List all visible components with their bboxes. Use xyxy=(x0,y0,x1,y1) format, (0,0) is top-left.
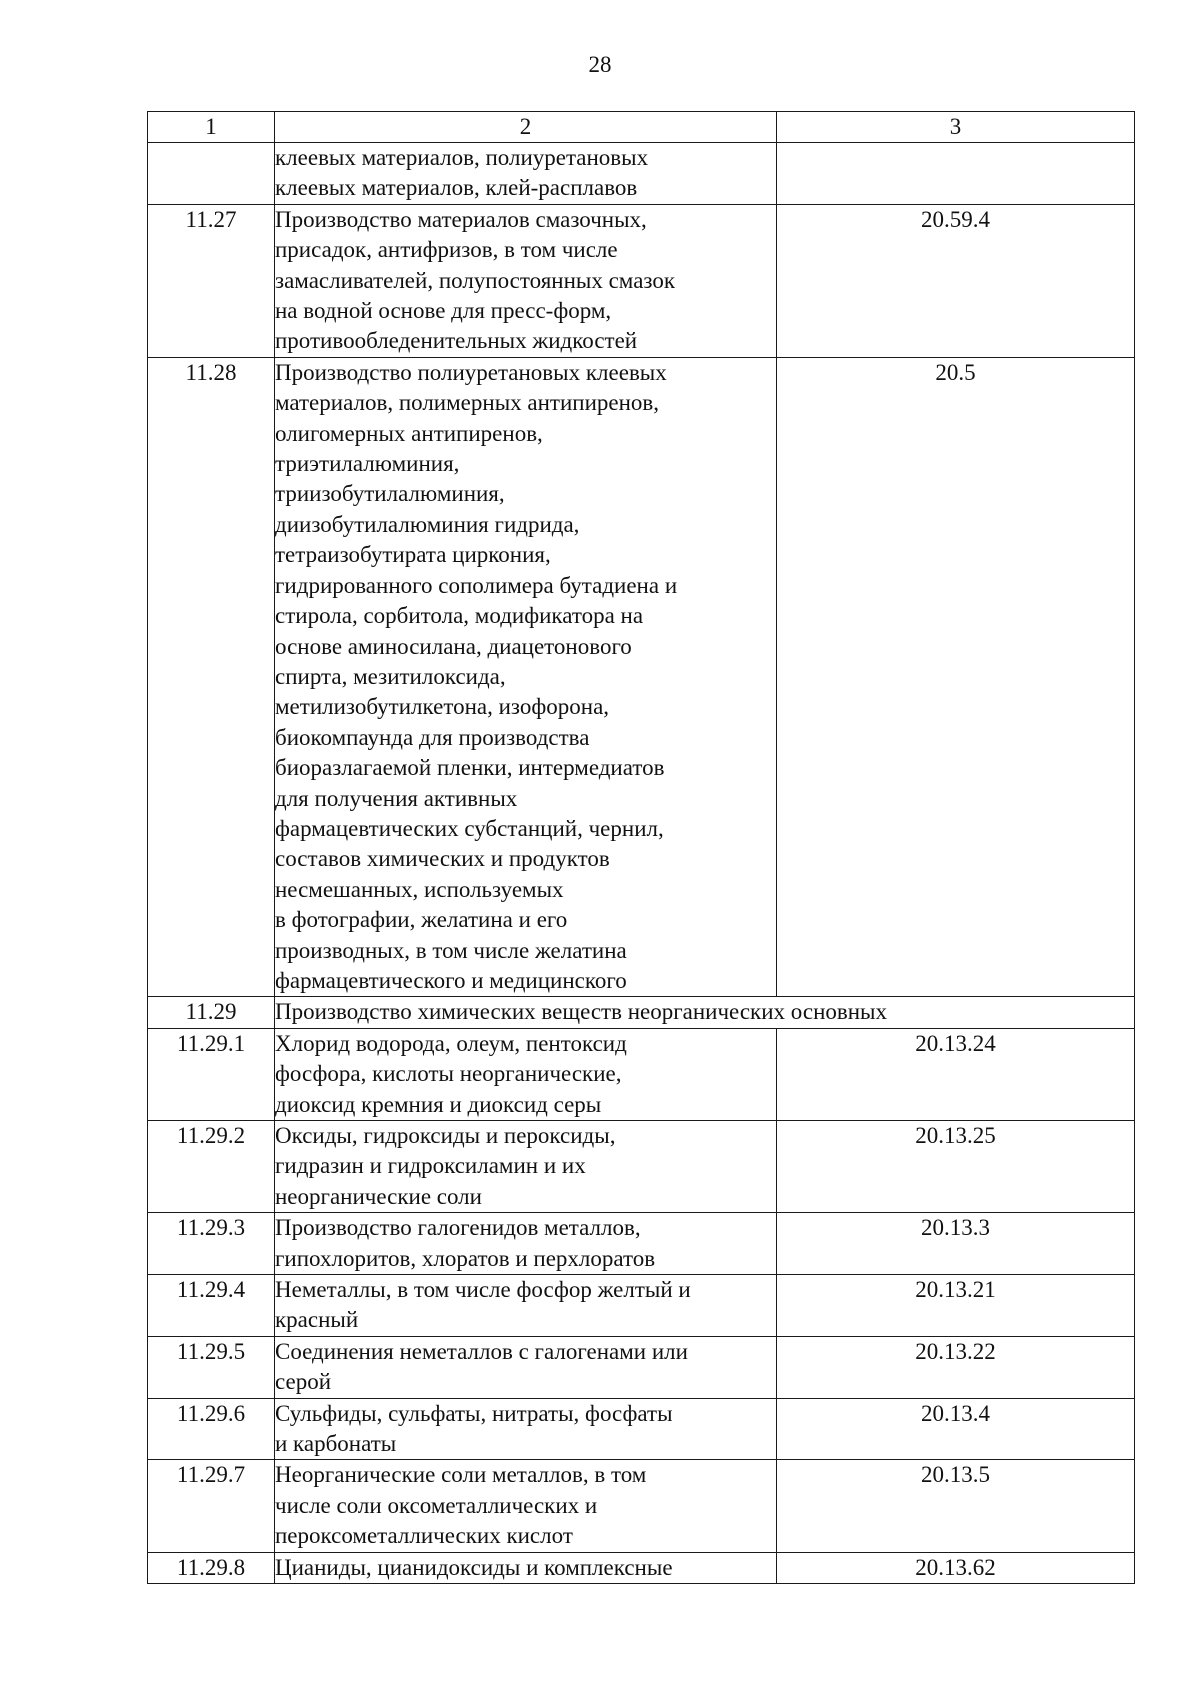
description-line: фармацевтического и медицинского xyxy=(275,967,627,993)
row-okved-code: 20.5 xyxy=(777,357,1135,997)
table-row xyxy=(148,1213,1135,1275)
description-line: Хлорид водорода, олеум, пентоксид xyxy=(275,1030,627,1056)
header-col-1: 1 xyxy=(148,112,275,143)
row-code: 11.29.5 xyxy=(148,1336,275,1398)
header-col-2: 2 xyxy=(275,112,777,143)
row-okved-code: 20.13.22 xyxy=(777,1336,1135,1398)
description-line: противообледенительных жидкостей xyxy=(275,328,638,354)
table-row xyxy=(148,1460,1135,1552)
row-code: 11.29 xyxy=(148,997,275,1028)
row-code: 11.27 xyxy=(148,204,275,357)
row-description xyxy=(275,357,777,997)
description-line: гипохлоритов, хлоратов и перхлоратов xyxy=(275,1245,656,1271)
row-okved-code: 20.59.4 xyxy=(777,204,1135,357)
description-line: диизобутилалюминия гидрида, xyxy=(275,511,580,537)
description-line: биоразлагаемой пленки, интермедиатов xyxy=(275,755,665,781)
row-description xyxy=(275,1121,777,1213)
row-code: 11.29.7 xyxy=(148,1460,275,1552)
row-code: 11.29.8 xyxy=(148,1552,275,1583)
description-line: составов химических и продуктов xyxy=(275,846,610,872)
description-line: фосфора, кислоты неорганические, xyxy=(275,1061,622,1087)
row-code: 11.28 xyxy=(148,357,275,997)
row-code: 11.29.3 xyxy=(148,1213,275,1275)
row-code: 11.29.6 xyxy=(148,1398,275,1460)
table-row xyxy=(148,1552,1135,1583)
row-code: 11.29.4 xyxy=(148,1275,275,1337)
row-okved-code: 20.13.21 xyxy=(777,1275,1135,1337)
description-line: триизобутилалюминия, xyxy=(275,481,505,507)
description-line: фармацевтических субстанций, чернил, xyxy=(275,815,664,841)
row-description xyxy=(275,1213,777,1275)
description-line: Производство галогенидов металлов, xyxy=(275,1215,641,1241)
description-line: клеевых материалов, клей-расплавов xyxy=(275,175,638,201)
description-line: для получения активных xyxy=(275,785,518,811)
description-line: Производство полиуретановых клеевых xyxy=(275,359,667,385)
description-line: Неметаллы, в том числе фосфор желтый и xyxy=(275,1277,691,1303)
table-row xyxy=(148,357,1135,997)
description-line: Цианиды, цианидоксиды и комплексные xyxy=(275,1554,673,1580)
row-code xyxy=(148,143,275,205)
table-row xyxy=(148,1398,1135,1460)
description-line: спирта, мезитилоксида, xyxy=(275,663,506,689)
description-line: Соединения неметаллов с галогенами или xyxy=(275,1338,688,1364)
row-description xyxy=(275,1398,777,1460)
header-row xyxy=(148,112,1135,143)
description-line: гидразин и гидроксиламин и их xyxy=(275,1153,586,1179)
header-col-3: 3 xyxy=(777,112,1135,143)
table-row xyxy=(148,1121,1135,1213)
description-line: Оксиды, гидроксиды и пероксиды, xyxy=(275,1123,616,1148)
description-line: пероксометаллических кислот xyxy=(275,1523,573,1549)
page-number: 28 xyxy=(588,52,612,77)
description-line: и карбонаты xyxy=(275,1431,397,1457)
section-title: Производство химических веществ неорганических основных xyxy=(275,997,1135,1028)
row-description xyxy=(275,204,777,357)
row-description xyxy=(275,1275,777,1337)
row-description xyxy=(275,1460,777,1552)
row-description xyxy=(275,1028,777,1120)
description-line: несмешанных, используемых xyxy=(275,876,564,902)
row-code: 11.29.2 xyxy=(148,1121,275,1213)
row-okved-code xyxy=(777,143,1135,205)
description-line: гидрированного сополимера бутадиена и xyxy=(275,572,678,598)
row-okved-code: 20.13.25 xyxy=(777,1121,1135,1213)
row-okved-code: 20.13.24 xyxy=(777,1028,1135,1120)
description-line: замасливателей, полупостоянных смазок xyxy=(275,267,676,293)
table-body xyxy=(148,143,1135,1584)
description-line: Производство материалов смазочных, xyxy=(275,206,647,232)
row-okved-code: 20.13.4 xyxy=(777,1398,1135,1460)
description-line: производных, в том числе желатина xyxy=(275,937,627,963)
classification-table xyxy=(147,111,1135,1584)
description-line: олигомерных антипиренов, xyxy=(275,420,543,446)
description-line: присадок, антифризов, в том числе xyxy=(275,237,618,263)
row-okved-code: 20.13.3 xyxy=(777,1213,1135,1275)
description-line: диоксид кремния и диоксид серы xyxy=(275,1091,602,1117)
description-line: основе аминосилана, диацетонового xyxy=(275,633,632,659)
table-row xyxy=(148,204,1135,357)
description-line: на водной основе для пресс-форм, xyxy=(275,298,612,324)
description-line: биокомпаунда для производства xyxy=(275,724,590,750)
description-line: Неорганические соли металлов, в том xyxy=(275,1462,647,1488)
table-row xyxy=(148,1336,1135,1398)
row-code: 11.29.1 xyxy=(148,1028,275,1120)
row-description xyxy=(275,143,777,205)
description-line: Сульфиды, сульфаты, нитраты, фосфаты xyxy=(275,1400,673,1426)
description-line: серой xyxy=(275,1369,332,1395)
row-okved-code: 20.13.62 xyxy=(777,1552,1135,1583)
description-line: в фотографии, желатина и его xyxy=(275,907,568,933)
description-line: стирола, сорбитола, модификатора на xyxy=(275,603,644,629)
description-line: числе соли оксометаллических и xyxy=(275,1492,598,1518)
description-line: красный xyxy=(275,1307,359,1333)
table-row xyxy=(148,1028,1135,1120)
description-line: метилизобутилкетона, изофорона, xyxy=(275,694,610,720)
description-line: триэтилалюминия, xyxy=(275,451,460,477)
row-description xyxy=(275,1336,777,1398)
row-okved-code: 20.13.5 xyxy=(777,1460,1135,1552)
description-line: материалов, полимерных антипиренов, xyxy=(275,390,660,416)
table-row xyxy=(148,143,1135,205)
description-line: клеевых материалов, полиуретановых xyxy=(275,145,649,170)
description-line: тетраизобутирата циркония, xyxy=(275,542,551,568)
description-line: неорганические соли xyxy=(275,1183,482,1209)
table-header xyxy=(148,112,1135,143)
row-description xyxy=(275,1552,777,1583)
table-row xyxy=(148,1275,1135,1337)
table-row xyxy=(148,997,1135,1028)
